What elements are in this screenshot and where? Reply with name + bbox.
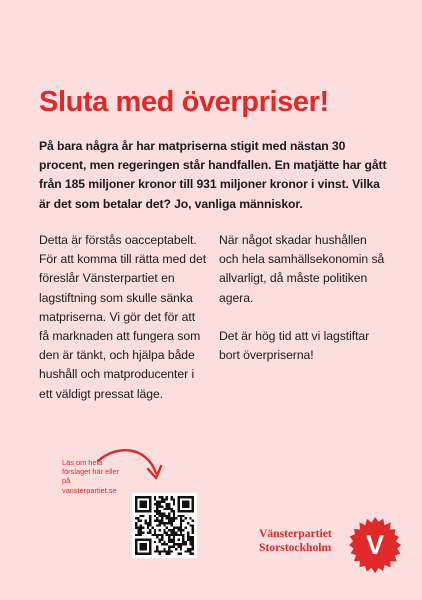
body-paragraph-left: Detta är förstås oacceptabelt. För att komma till rätta med det föreslår Vänsterpartiet en lagstiftning som skulle sänka matpriserna. Vi gör det för att få marknaden att fungera som den är tänkt, och hjälpa både hushåll och matproducenter i ett väldigt pressat läge. <box>39 233 207 401</box>
organization-name-line-2: Storstockholm <box>259 541 332 554</box>
qr-code-image <box>135 496 194 555</box>
organization-name <box>259 527 332 555</box>
vansterpartiet-logo <box>349 517 401 573</box>
organization-name-line-1: Vänsterpartiet <box>259 527 332 540</box>
qr-code[interactable] <box>132 493 197 558</box>
qr-caption: Läs om hela förslaget här eller på vansterpartiet.se <box>62 458 120 495</box>
body-column-left <box>39 231 207 404</box>
body-column-right <box>219 231 389 365</box>
lead-paragraph: På bara några år har matpriserna stigit med nästan 30 procent, men regeringen står handfallen. En matjätte har gått från 185 miljoner kronor till 931 miljoner kronor i vinst. Vilka är det som betalar det? Jo, vanliga människor. <box>39 139 387 211</box>
body-paragraph-right-1: När något skadar hushållen och hela samhällsekonomin så allvarligt, då måste politiken agera. <box>219 233 385 305</box>
body-paragraph-right-2: Det är hög tid att vi lagstiftar bort överpriserna! <box>219 328 370 363</box>
logo-letter: V <box>365 530 385 560</box>
headline: Sluta med överpriser! <box>39 86 329 118</box>
curved-arrow-icon <box>94 447 174 497</box>
